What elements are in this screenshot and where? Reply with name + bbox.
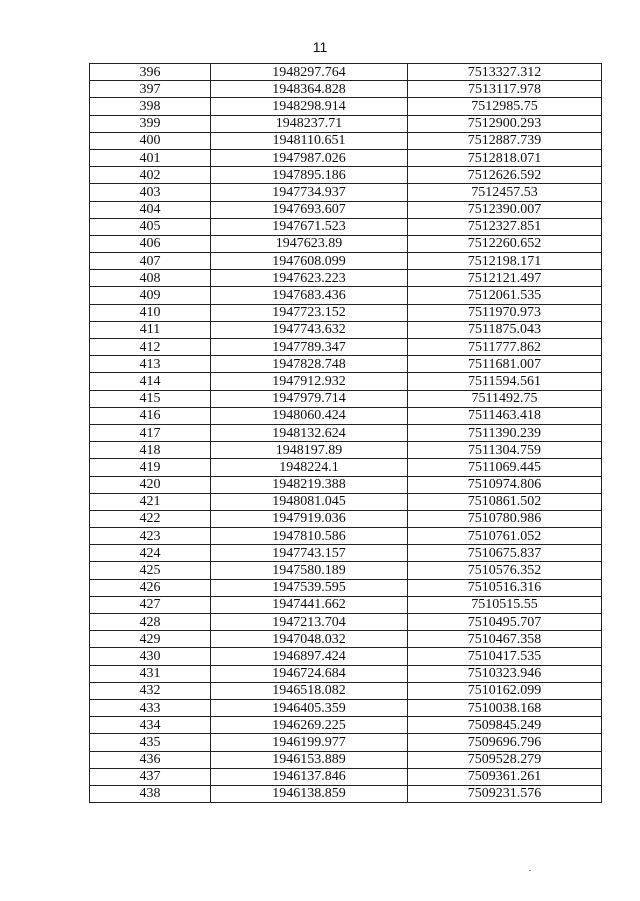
- table-row: [90, 442, 602, 459]
- y-coordinate-cell: 7512900.293: [408, 115, 602, 132]
- x-coordinate-cell: 1947213.704: [211, 614, 408, 631]
- y-coordinate-cell: 7511594.561: [408, 373, 602, 390]
- y-coordinate-cell: 7511492.75: [408, 390, 602, 407]
- x-coordinate-cell: 1948237.71: [211, 115, 408, 132]
- table-row: [90, 390, 602, 407]
- x-coordinate-cell: 1947743.157: [211, 545, 408, 562]
- point-number-cell: 399: [90, 115, 211, 132]
- point-number-cell: 407: [90, 253, 211, 270]
- y-coordinate-cell: 7512121.497: [408, 270, 602, 287]
- y-coordinate-cell: 7510515.55: [408, 596, 602, 613]
- x-coordinate-cell: 1947623.89: [211, 235, 408, 252]
- table-row: [90, 510, 602, 527]
- table-row: [90, 665, 602, 682]
- y-coordinate-cell: 7513117.978: [408, 81, 602, 98]
- point-number-cell: 415: [90, 390, 211, 407]
- point-number-cell: 419: [90, 459, 211, 476]
- table-row: [90, 270, 602, 287]
- x-coordinate-cell: 1946405.359: [211, 699, 408, 716]
- point-number-cell: 406: [90, 235, 211, 252]
- x-coordinate-cell: 1947539.595: [211, 579, 408, 596]
- x-coordinate-cell: 1948197.89: [211, 442, 408, 459]
- y-coordinate-cell: 7509696.796: [408, 734, 602, 751]
- table-row: [90, 699, 602, 716]
- point-number-cell: 411: [90, 321, 211, 338]
- point-number-cell: 401: [90, 149, 211, 166]
- x-coordinate-cell: 1946153.889: [211, 751, 408, 768]
- y-coordinate-cell: 7512818.071: [408, 149, 602, 166]
- point-number-cell: 417: [90, 424, 211, 441]
- y-coordinate-cell: 7513327.312: [408, 64, 602, 81]
- point-number-cell: 428: [90, 614, 211, 631]
- point-number-cell: 420: [90, 476, 211, 493]
- table-row: [90, 596, 602, 613]
- y-coordinate-cell: 7511390.239: [408, 424, 602, 441]
- point-number-cell: 429: [90, 631, 211, 648]
- x-coordinate-cell: 1947734.937: [211, 184, 408, 201]
- table-row: [90, 751, 602, 768]
- point-number-cell: 426: [90, 579, 211, 596]
- page-number: 11: [312, 39, 328, 55]
- coordinates-table-container: [89, 63, 601, 803]
- table-row: [90, 682, 602, 699]
- point-number-cell: 434: [90, 717, 211, 734]
- table-row: [90, 304, 602, 321]
- x-coordinate-cell: 1946269.225: [211, 717, 408, 734]
- table-row: [90, 287, 602, 304]
- x-coordinate-cell: 1948298.914: [211, 98, 408, 115]
- x-coordinate-cell: 1947723.152: [211, 304, 408, 321]
- y-coordinate-cell: 7509528.279: [408, 751, 602, 768]
- x-coordinate-cell: 1947441.662: [211, 596, 408, 613]
- x-coordinate-cell: 1947671.523: [211, 218, 408, 235]
- table-row: [90, 545, 602, 562]
- y-coordinate-cell: 7512887.739: [408, 132, 602, 149]
- x-coordinate-cell: 1946138.859: [211, 785, 408, 802]
- x-coordinate-cell: 1947895.186: [211, 167, 408, 184]
- point-number-cell: 418: [90, 442, 211, 459]
- point-number-cell: 432: [90, 682, 211, 699]
- table-row: [90, 407, 602, 424]
- y-coordinate-cell: 7509845.249: [408, 717, 602, 734]
- y-coordinate-cell: 7510162.099: [408, 682, 602, 699]
- table-row: [90, 579, 602, 596]
- point-number-cell: 435: [90, 734, 211, 751]
- y-coordinate-cell: 7512985.75: [408, 98, 602, 115]
- table-row: [90, 768, 602, 785]
- table-row: [90, 614, 602, 631]
- table-row: [90, 81, 602, 98]
- coordinates-table: [89, 63, 602, 803]
- x-coordinate-cell: 1947987.026: [211, 149, 408, 166]
- point-number-cell: 421: [90, 493, 211, 510]
- point-number-cell: 410: [90, 304, 211, 321]
- y-coordinate-cell: 7510467.358: [408, 631, 602, 648]
- x-coordinate-cell: 1947789.347: [211, 339, 408, 356]
- table-row: [90, 115, 602, 132]
- table-row: [90, 356, 602, 373]
- x-coordinate-cell: 1947693.607: [211, 201, 408, 218]
- point-number-cell: 400: [90, 132, 211, 149]
- point-number-cell: 403: [90, 184, 211, 201]
- x-coordinate-cell: 1947828.748: [211, 356, 408, 373]
- table-row: [90, 339, 602, 356]
- x-coordinate-cell: 1948132.624: [211, 424, 408, 441]
- point-number-cell: 404: [90, 201, 211, 218]
- point-number-cell: 422: [90, 510, 211, 527]
- table-row: [90, 734, 602, 751]
- y-coordinate-cell: 7512327.851: [408, 218, 602, 235]
- point-number-cell: 398: [90, 98, 211, 115]
- table-row: [90, 631, 602, 648]
- point-number-cell: 396: [90, 64, 211, 81]
- point-number-cell: 405: [90, 218, 211, 235]
- y-coordinate-cell: 7510323.946: [408, 665, 602, 682]
- y-coordinate-cell: 7511304.759: [408, 442, 602, 459]
- y-coordinate-cell: 7510675.837: [408, 545, 602, 562]
- point-number-cell: 402: [90, 167, 211, 184]
- y-coordinate-cell: 7512061.535: [408, 287, 602, 304]
- table-row: [90, 785, 602, 802]
- x-coordinate-cell: 1947743.632: [211, 321, 408, 338]
- point-number-cell: 412: [90, 339, 211, 356]
- table-row: [90, 373, 602, 390]
- x-coordinate-cell: 1947608.099: [211, 253, 408, 270]
- y-coordinate-cell: 7510417.535: [408, 648, 602, 665]
- table-row: [90, 235, 602, 252]
- table-row: [90, 648, 602, 665]
- y-coordinate-cell: 7510974.806: [408, 476, 602, 493]
- y-coordinate-cell: 7510761.052: [408, 528, 602, 545]
- y-coordinate-cell: 7511681.007: [408, 356, 602, 373]
- x-coordinate-cell: 1947683.436: [211, 287, 408, 304]
- x-coordinate-cell: 1947048.032: [211, 631, 408, 648]
- x-coordinate-cell: 1947979.714: [211, 390, 408, 407]
- x-coordinate-cell: 1947623.223: [211, 270, 408, 287]
- x-coordinate-cell: 1946199.977: [211, 734, 408, 751]
- y-coordinate-cell: 7511069.445: [408, 459, 602, 476]
- y-coordinate-cell: 7511777.862: [408, 339, 602, 356]
- point-number-cell: 414: [90, 373, 211, 390]
- point-number-cell: 427: [90, 596, 211, 613]
- x-coordinate-cell: 1948364.828: [211, 81, 408, 98]
- point-number-cell: 437: [90, 768, 211, 785]
- table-row: [90, 717, 602, 734]
- table-row: [90, 167, 602, 184]
- point-number-cell: 430: [90, 648, 211, 665]
- x-coordinate-cell: 1947912.932: [211, 373, 408, 390]
- point-number-cell: 431: [90, 665, 211, 682]
- y-coordinate-cell: 7512260.652: [408, 235, 602, 252]
- y-coordinate-cell: 7510576.352: [408, 562, 602, 579]
- y-coordinate-cell: 7511875.043: [408, 321, 602, 338]
- x-coordinate-cell: 1947580.189: [211, 562, 408, 579]
- y-coordinate-cell: 7512626.592: [408, 167, 602, 184]
- table-row: [90, 321, 602, 338]
- table-row: [90, 184, 602, 201]
- y-coordinate-cell: 7509361.261: [408, 768, 602, 785]
- y-coordinate-cell: 7511463.418: [408, 407, 602, 424]
- x-coordinate-cell: 1946137.846: [211, 768, 408, 785]
- point-number-cell: 424: [90, 545, 211, 562]
- table-row: [90, 149, 602, 166]
- x-coordinate-cell: 1946724.684: [211, 665, 408, 682]
- y-coordinate-cell: 7512198.171: [408, 253, 602, 270]
- scan-speck: [529, 870, 531, 871]
- x-coordinate-cell: 1947919.036: [211, 510, 408, 527]
- y-coordinate-cell: 7510516.316: [408, 579, 602, 596]
- point-number-cell: 408: [90, 270, 211, 287]
- point-number-cell: 438: [90, 785, 211, 802]
- point-number-cell: 397: [90, 81, 211, 98]
- x-coordinate-cell: 1946518.082: [211, 682, 408, 699]
- coordinates-table-body: [90, 64, 602, 803]
- table-row: [90, 493, 602, 510]
- table-row: [90, 476, 602, 493]
- table-row: [90, 218, 602, 235]
- table-row: [90, 424, 602, 441]
- point-number-cell: 425: [90, 562, 211, 579]
- point-number-cell: 413: [90, 356, 211, 373]
- point-number-cell: 416: [90, 407, 211, 424]
- y-coordinate-cell: 7511970.973: [408, 304, 602, 321]
- x-coordinate-cell: 1948219.388: [211, 476, 408, 493]
- table-row: [90, 459, 602, 476]
- point-number-cell: 423: [90, 528, 211, 545]
- y-coordinate-cell: 7510780.986: [408, 510, 602, 527]
- y-coordinate-cell: 7510495.707: [408, 614, 602, 631]
- table-row: [90, 253, 602, 270]
- x-coordinate-cell: 1947810.586: [211, 528, 408, 545]
- x-coordinate-cell: 1948110.651: [211, 132, 408, 149]
- x-coordinate-cell: 1948297.764: [211, 64, 408, 81]
- table-row: [90, 562, 602, 579]
- point-number-cell: 436: [90, 751, 211, 768]
- table-row: [90, 64, 602, 81]
- x-coordinate-cell: 1948224.1: [211, 459, 408, 476]
- table-row: [90, 528, 602, 545]
- point-number-cell: 433: [90, 699, 211, 716]
- point-number-cell: 409: [90, 287, 211, 304]
- table-row: [90, 132, 602, 149]
- x-coordinate-cell: 1948081.045: [211, 493, 408, 510]
- y-coordinate-cell: 7510038.168: [408, 699, 602, 716]
- y-coordinate-cell: 7510861.502: [408, 493, 602, 510]
- x-coordinate-cell: 1946897.424: [211, 648, 408, 665]
- x-coordinate-cell: 1948060.424: [211, 407, 408, 424]
- table-row: [90, 201, 602, 218]
- y-coordinate-cell: 7512457.53: [408, 184, 602, 201]
- y-coordinate-cell: 7512390.007: [408, 201, 602, 218]
- y-coordinate-cell: 7509231.576: [408, 785, 602, 802]
- table-row: [90, 98, 602, 115]
